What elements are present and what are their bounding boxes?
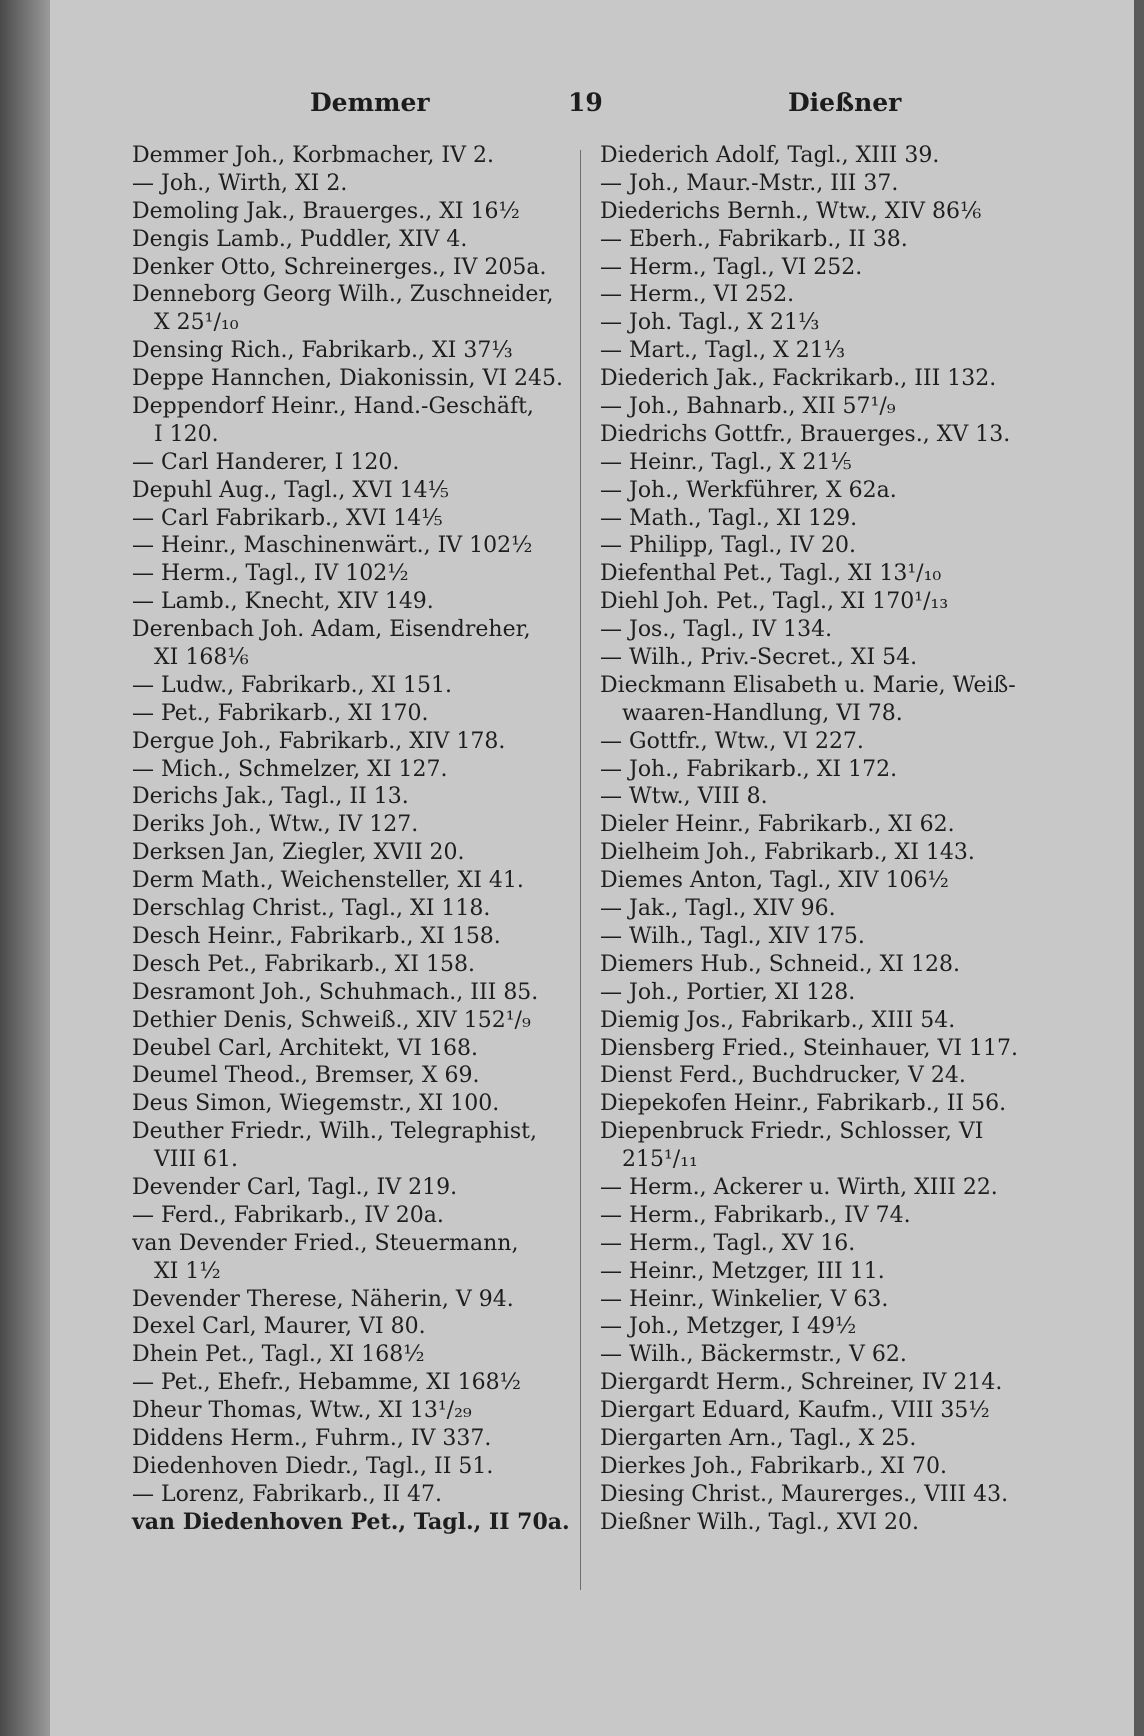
directory-entry-line: Dießner Wilh., Tagl., XVI 20.: [600, 1509, 919, 1535]
directory-entry-line: — Herm., Tagl., VI 252.: [600, 254, 863, 280]
directory-entry-line: — Heinr., Metzger, III 11.: [600, 1258, 885, 1284]
directory-entry-line: — Pet., Fabrikarb., XI 170.: [132, 700, 429, 726]
directory-entry-line: — Joh., Bahnarb., XII 57¹/₉: [600, 394, 896, 420]
directory-entry-line: — Jak., Tagl., XIV 96.: [600, 896, 836, 922]
directory-entry-line: — Heinr., Winkelier, V 63.: [600, 1286, 889, 1312]
directory-entry-line: Deubel Carl, Architekt, VI 168.: [132, 1035, 478, 1061]
directory-entry-line: — Ludw., Fabrikarb., XI 151.: [132, 672, 452, 698]
directory-entry-line: Deuther Friedr., Wilh., Telegraphist,: [132, 1119, 537, 1145]
directory-entry-line: Diederich Adolf, Tagl., XIII 39.: [600, 143, 940, 168]
directory-entry-line: Densing Rich., Fabrikarb., XI 37⅓: [132, 338, 513, 364]
directory-entry-line: — Herm., Fabrikarb., IV 74.: [600, 1202, 911, 1228]
directory-entry-line: — Joh., Maur.-Mstr., III 37.: [600, 170, 899, 196]
directory-entry-line: — Joh., Fabrikarb., XI 172.: [600, 756, 898, 782]
directory-entry-line: — Joh., Werkführer, X 62a.: [600, 477, 897, 503]
directory-entry-line: Dienst Ferd., Buchdrucker, V 24.: [600, 1063, 966, 1089]
directory-entry-line: — Wilh., Bäckermstr., V 62.: [600, 1342, 907, 1368]
directory-entry-line: XI 1½: [154, 1258, 221, 1284]
directory-entry-line: — Philipp, Tagl., IV 20.: [600, 533, 856, 559]
directory-entry-line: Diederich Jak., Fackrikarb., III 132.: [600, 366, 997, 392]
directory-entry-line: Denneborg Georg Wilh., Zuschneider,: [132, 282, 554, 308]
directory-entry-line: Dieckmann Elisabeth u. Marie, Weiß-: [600, 672, 1016, 698]
directory-entry-line: VIII 61.: [154, 1147, 238, 1173]
directory-entry-line: Diddens Herm., Fuhrm., IV 337.: [132, 1425, 492, 1451]
directory-entry-line: XI 168⅙: [154, 645, 249, 671]
directory-entry-line: — Gottfr., Wtw., VI 227.: [600, 728, 864, 754]
directory-entry-line: Deumel Theod., Bremser, X 69.: [132, 1063, 480, 1089]
directory-entry-line: Diergart Eduard, Kaufm., VIII 35½: [600, 1398, 990, 1424]
directory-entry-line: Diepenbruck Friedr., Schlosser, VI: [600, 1119, 984, 1145]
directory-entry-line: Derm Math., Weichensteller, XI 41.: [132, 868, 524, 894]
directory-entry-line: — Herm., Ackerer u. Wirth, XIII 22.: [600, 1174, 998, 1200]
directory-entry-line: — Pet., Ehefr., Hebamme, XI 168½: [132, 1370, 521, 1396]
directory-entry-line: Dergue Joh., Fabrikarb., XIV 178.: [132, 728, 506, 754]
directory-entry-line: Dierkes Joh., Fabrikarb., XI 70.: [600, 1453, 947, 1479]
directory-entry-line: Dhein Pet., Tagl., XI 168½: [132, 1342, 425, 1368]
directory-entry-line: I 120.: [154, 421, 219, 447]
directory-entry-line: waaren-Handlung, VI 78.: [622, 700, 903, 726]
directory-entry-line: Diederichs Bernh., Wtw., XIV 86⅙: [600, 198, 982, 224]
directory-entry-line: — Wilh., Tagl., XIV 175.: [600, 923, 865, 949]
header-right-catchword: Dießner: [788, 88, 902, 117]
directory-entry-line: Depuhl Aug., Tagl., XVI 14⅕: [132, 477, 449, 503]
directory-entry-line: Diesing Christ., Maurerges., VIII 43.: [600, 1481, 1009, 1507]
directory-entry-line: — Herm., Tagl., IV 102½: [132, 561, 409, 587]
directory-entry-line: — Herm., VI 252.: [600, 282, 795, 308]
directory-entry-line: — Mich., Schmelzer, XI 127.: [132, 756, 448, 782]
directory-entry-line: Dheur Thomas, Wtw., XI 13¹/₂₉: [132, 1398, 472, 1424]
directory-entry-line: Diergarten Arn., Tagl., X 25.: [600, 1425, 917, 1451]
directory-entry-line: Dielheim Joh., Fabrikarb., XI 143.: [600, 840, 975, 866]
directory-entry-line: Derichs Jak., Tagl., II 13.: [132, 784, 409, 810]
directory-entry-line: Derksen Jan, Ziegler, XVII 20.: [132, 840, 465, 866]
directory-entry-line: Demmer Joh., Korbmacher, IV 2.: [132, 143, 494, 168]
directory-entry-line: — Joh., Metzger, I 49½: [600, 1314, 857, 1340]
directory-entry-line: Demoling Jak., Brauerges., XI 16½: [132, 198, 520, 224]
directory-entry-line: Desch Pet., Fabrikarb., XI 158.: [132, 951, 475, 977]
right-column: [600, 142, 1090, 1537]
directory-entry-line: Denker Otto, Schreinerges., IV 205a.: [132, 254, 547, 280]
page-number: 19: [568, 88, 603, 117]
directory-entry-line: Deppe Hannchen, Diakonissin, VI 245.: [132, 366, 564, 392]
directory-entry-line: — Joh., Wirth, XI 2.: [132, 170, 348, 196]
directory-entry-line: Dexel Carl, Maurer, VI 80.: [132, 1314, 426, 1340]
directory-entry-line: van Diedenhoven Pet., Tagl., II 70a.: [132, 1508, 570, 1535]
directory-entry-line: Devender Carl, Tagl., IV 219.: [132, 1174, 458, 1200]
page-header: [50, 88, 1134, 128]
directory-entry-line: Devender Therese, Näherin, V 94.: [132, 1286, 514, 1312]
directory-entry-line: Diedenhoven Diedr., Tagl., II 51.: [132, 1453, 494, 1479]
directory-entry-line: — Wilh., Priv.-Secret., XI 54.: [600, 645, 918, 671]
directory-entry-line: X 25¹/₁₀: [154, 310, 239, 336]
directory-entry-line: — Herm., Tagl., XV 16.: [600, 1230, 856, 1256]
directory-entry-line: — Joh. Tagl., X 21⅓: [600, 310, 820, 336]
directory-entry-line: — Jos., Tagl., IV 134.: [600, 617, 833, 643]
directory-entry-line: Desramont Joh., Schuhmach., III 85.: [132, 979, 539, 1005]
directory-entry-line: Diedrichs Gottfr., Brauerges., XV 13.: [600, 421, 1011, 447]
left-column: [132, 142, 572, 1537]
directory-entry-line: Diefenthal Pet., Tagl., XI 13¹/₁₀: [600, 561, 942, 587]
directory-entry-line: — Wtw., VIII 8.: [600, 784, 768, 810]
header-left-catchword: Demmer: [310, 88, 430, 117]
directory-entry-line: Diensberg Fried., Steinhauer, VI 117.: [600, 1035, 1018, 1061]
scan-edge: [0, 0, 50, 1736]
directory-entry-line: 215¹/₁₁: [622, 1147, 698, 1173]
directory-entry-line: Deppendorf Heinr., Hand.-Geschäft,: [132, 394, 534, 420]
directory-entry-line: — Carl Fabrikarb., XVI 14⅕: [132, 505, 443, 531]
directory-entry-line: Diemers Hub., Schneid., XI 128.: [600, 951, 960, 977]
directory-entry-line: Derschlag Christ., Tagl., XI 118.: [132, 896, 491, 922]
directory-entry-line: — Lorenz, Fabrikarb., II 47.: [132, 1481, 443, 1507]
directory-entry-line: Diergardt Herm., Schreiner, IV 214.: [600, 1370, 1003, 1396]
directory-entry-line: — Eberh., Fabrikarb., II 38.: [600, 226, 908, 252]
directory-entry-line: — Mart., Tagl., X 21⅓: [600, 338, 846, 364]
directory-entry-line: Deus Simon, Wiegemstr., XI 100.: [132, 1091, 500, 1117]
directory-entry-line: Dieler Heinr., Fabrikarb., XI 62.: [600, 812, 955, 838]
directory-entry-line: — Lamb., Knecht, XIV 149.: [132, 589, 434, 615]
directory-entry-line: — Math., Tagl., XI 129.: [600, 505, 858, 531]
directory-entry-line: — Joh., Portier, XI 128.: [600, 979, 856, 1005]
directory-entry-line: Desch Heinr., Fabrikarb., XI 158.: [132, 923, 501, 949]
directory-page: [50, 0, 1134, 1736]
directory-entry-line: Diepekofen Heinr., Fabrikarb., II 56.: [600, 1091, 1007, 1117]
directory-entry-line: Diehl Joh. Pet., Tagl., XI 170¹/₁₃: [600, 589, 949, 615]
directory-entry-line: — Heinr., Tagl., X 21⅕: [600, 449, 852, 475]
directory-entry-line: — Carl Handerer, I 120.: [132, 449, 400, 475]
directory-entry-line: Diemig Jos., Fabrikarb., XIII 54.: [600, 1007, 956, 1033]
directory-entry-line: van Devender Fried., Steuermann,: [132, 1230, 519, 1256]
directory-entry-line: — Ferd., Fabrikarb., IV 20a.: [132, 1202, 444, 1228]
directory-entry-line: Dethier Denis, Schweiß., XIV 152¹/₉: [132, 1007, 531, 1033]
directory-entry-line: Dengis Lamb., Puddler, XIV 4.: [132, 226, 468, 252]
directory-entry-line: Derenbach Joh. Adam, Eisendreher,: [132, 617, 531, 643]
directory-entry-line: Diemes Anton, Tagl., XIV 106½: [600, 868, 949, 894]
directory-entry-line: — Heinr., Maschinenwärt., IV 102½: [132, 533, 533, 559]
directory-entry-line: Deriks Joh., Wtw., IV 127.: [132, 812, 419, 838]
column-divider: [580, 150, 581, 1590]
